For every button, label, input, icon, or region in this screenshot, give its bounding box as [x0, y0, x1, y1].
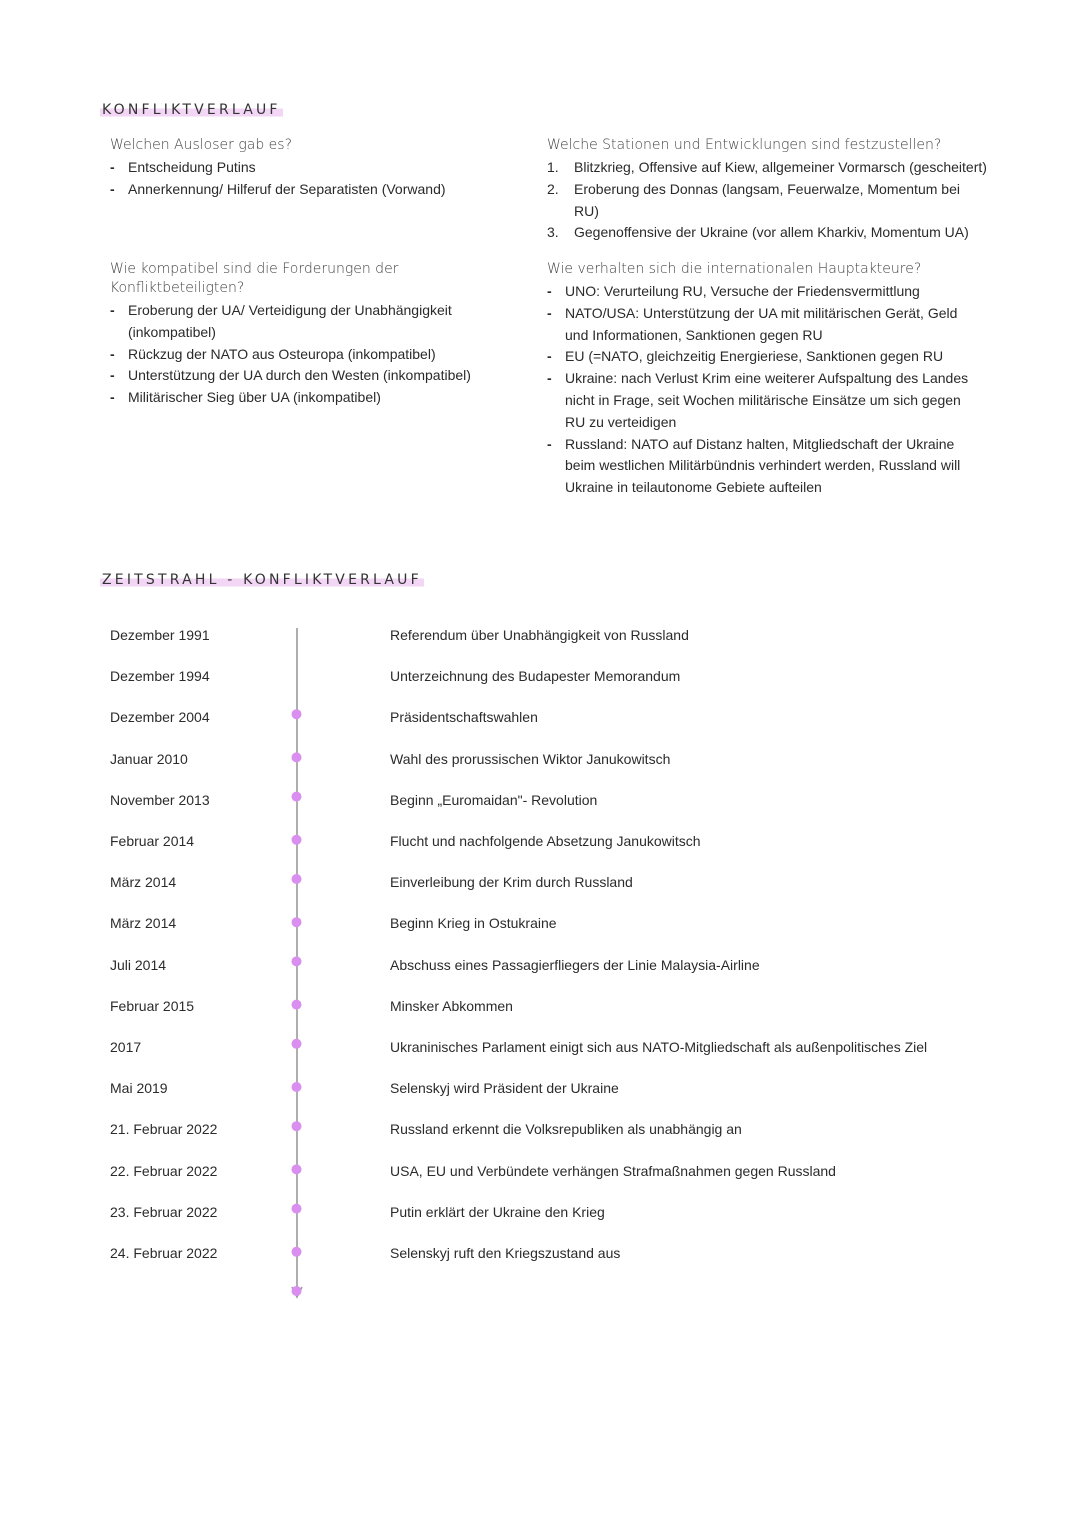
list-item: - Rückzug der NATO aus Osteuropa (inkompatibel): [110, 344, 535, 366]
timeline-date: November 2013: [110, 791, 210, 808]
timeline-date: Dezember 1991: [110, 627, 210, 643]
list-item: - EU (=NATO, gleichzeitig Energieriese, Sanktionen gegen RU: [547, 346, 972, 368]
list-item: - Russland: NATO auf Distanz halten, Mitgliedschaft der Ukraine beim westlichen Militärbündnis verhindert werden, Russland will Ukraine in teilautonome Gebiete aufteilen: [547, 434, 972, 499]
timeline-event: Präsidentschaftswahlen: [390, 709, 538, 726]
timeline-row: [110, 915, 1010, 937]
timeline-date: Dezember 1994: [110, 668, 210, 685]
timeline-event: Beginn „Euromaidan"- Revolution: [390, 791, 598, 808]
list-text: Blitzkrieg, Offensive auf Kiew, allgemeiner Vormarsch (gescheitert): [574, 159, 987, 175]
timeline-event: Abschuss eines Passagierfliegers der Linie Malaysia-Airline: [390, 956, 760, 973]
timeline-row: [110, 998, 1010, 1020]
timeline-row: [110, 792, 1010, 814]
list-number: 2.: [547, 180, 559, 197]
timeline-date: 22. Februar 2022: [110, 1162, 218, 1179]
timeline-row: [110, 668, 1010, 690]
demands-question: Wie kompatibel sind die Forderungen der Konfliktbeteiligten?: [110, 261, 399, 296]
list-text: Gegenoffensive der Ukraine (vor allem Kharkiv, Momentum UA): [574, 224, 969, 241]
list-text: Eroberung des Donnas (langsam, Feuerwalze, Momentum bei RU): [574, 180, 960, 219]
list-item: - Ukraine: nach Verlust Krim eine weiterer Aufspaltung des Landes nicht in Frage, seit Wochen militärische Einsätze um sich gegen RU zu verteidigen: [547, 368, 972, 433]
timeline-event: USA, EU und Verbündete verhängen Strafmaßnahmen gegen Russland: [390, 1162, 836, 1179]
timeline-event: Selenskyj ruft den Kriegszustand aus: [390, 1245, 621, 1261]
timeline-date: Dezember 2004: [110, 709, 210, 726]
timeline-row: [110, 751, 1010, 773]
timeline-date: März 2014: [110, 874, 177, 891]
timeline-row: [110, 1039, 1010, 1061]
timeline-event: Einverleibung der Krim durch Russland: [390, 874, 633, 891]
timeline-date: 24. Februar 2022: [110, 1245, 218, 1261]
timeline-row: [110, 1204, 1010, 1226]
timeline-date: 21. Februar 2022: [110, 1121, 218, 1138]
list-item: - Annerkennung/ Hilferuf der Separatisten (Vorwand): [110, 179, 530, 201]
timeline-event: Flucht und nachfolgende Absetzung Janukowitsch: [390, 833, 701, 849]
timeline-event: Beginn Krieg in Ostukraine: [390, 915, 557, 932]
timeline-date: Mai 2019: [110, 1080, 168, 1097]
timeline-event: Ukraninisches Parlament einigt sich aus NATO-Mitgliedschaft als außenpolitisches Ziel: [390, 1039, 928, 1055]
timeline-dot: [292, 1286, 302, 1296]
timeline-row: [110, 874, 1010, 896]
timeline-row: [110, 833, 1010, 855]
timeline-event: Unterzeichnung des Budapester Memorandum: [390, 668, 681, 685]
section-heading-konfliktverlauf: KONFLIKTVERLAUF: [102, 102, 281, 118]
list-item: - Eroberung der UA/ Verteidigung der Unabhängigkeit (inkompatibel): [110, 300, 535, 344]
trigger-question: Welchen Ausloser gab es?: [110, 137, 292, 153]
timeline-date: 23. Februar 2022: [110, 1203, 218, 1220]
timeline-date: Februar 2014: [110, 833, 195, 849]
list-number: 1.: [547, 159, 559, 175]
stations-question: Welche Stationen und Entwicklungen sind festzustellen?: [547, 137, 942, 153]
timeline-date: 2017: [110, 1039, 142, 1055]
timeline-event: Russland erkennt die Volksrepubliken als unabhängig an: [390, 1121, 742, 1138]
timeline-row: [110, 1245, 1010, 1267]
timeline-row: [110, 957, 1010, 979]
list-item: - Entscheidung Putins: [110, 157, 530, 179]
timeline-event: Minsker Abkommen: [390, 997, 513, 1014]
timeline-row: [110, 709, 1010, 731]
list-item: - Militärischer Sieg über UA (inkompatibel): [110, 387, 535, 409]
timeline-date: Februar 2015: [110, 997, 195, 1014]
timeline-event: Wahl des prorussischen Wiktor Janukowitsch: [390, 750, 671, 767]
list-item: - Unterstützung der UA durch den Westen (inkompatibel): [110, 365, 535, 387]
actors-question: Wie verhalten sich die internationalen Hauptakteure?: [547, 261, 922, 277]
list-item: - UNO: Verurteilung RU, Versuche der Friedensvermittlung: [547, 281, 972, 303]
timeline-row: [110, 1121, 1010, 1143]
timeline-event: Putin erklärt der Ukraine den Krieg: [390, 1203, 605, 1220]
section-heading-zeitstrahl: ZEITSTRAHL - KONFLIKTVERLAUF: [102, 572, 422, 588]
timeline-row: [110, 1163, 1010, 1185]
timeline-row: [110, 1080, 1010, 1102]
timeline-date: Juli 2014: [110, 956, 167, 973]
timeline-date: Januar 2010: [110, 750, 188, 767]
timeline-event: Selenskyj wird Präsident der Ukraine: [390, 1080, 619, 1097]
timeline-event: Referendum über Unabhängigkeit von Russland: [390, 627, 689, 643]
list-number: 3.: [547, 224, 559, 241]
list-item: - NATO/USA: Unterstützung der UA mit militärischen Gerät, Geld und Informationen, Sanktionen gegen RU: [547, 303, 972, 347]
timeline-date: März 2014: [110, 915, 177, 932]
timeline-row: [110, 627, 1010, 649]
